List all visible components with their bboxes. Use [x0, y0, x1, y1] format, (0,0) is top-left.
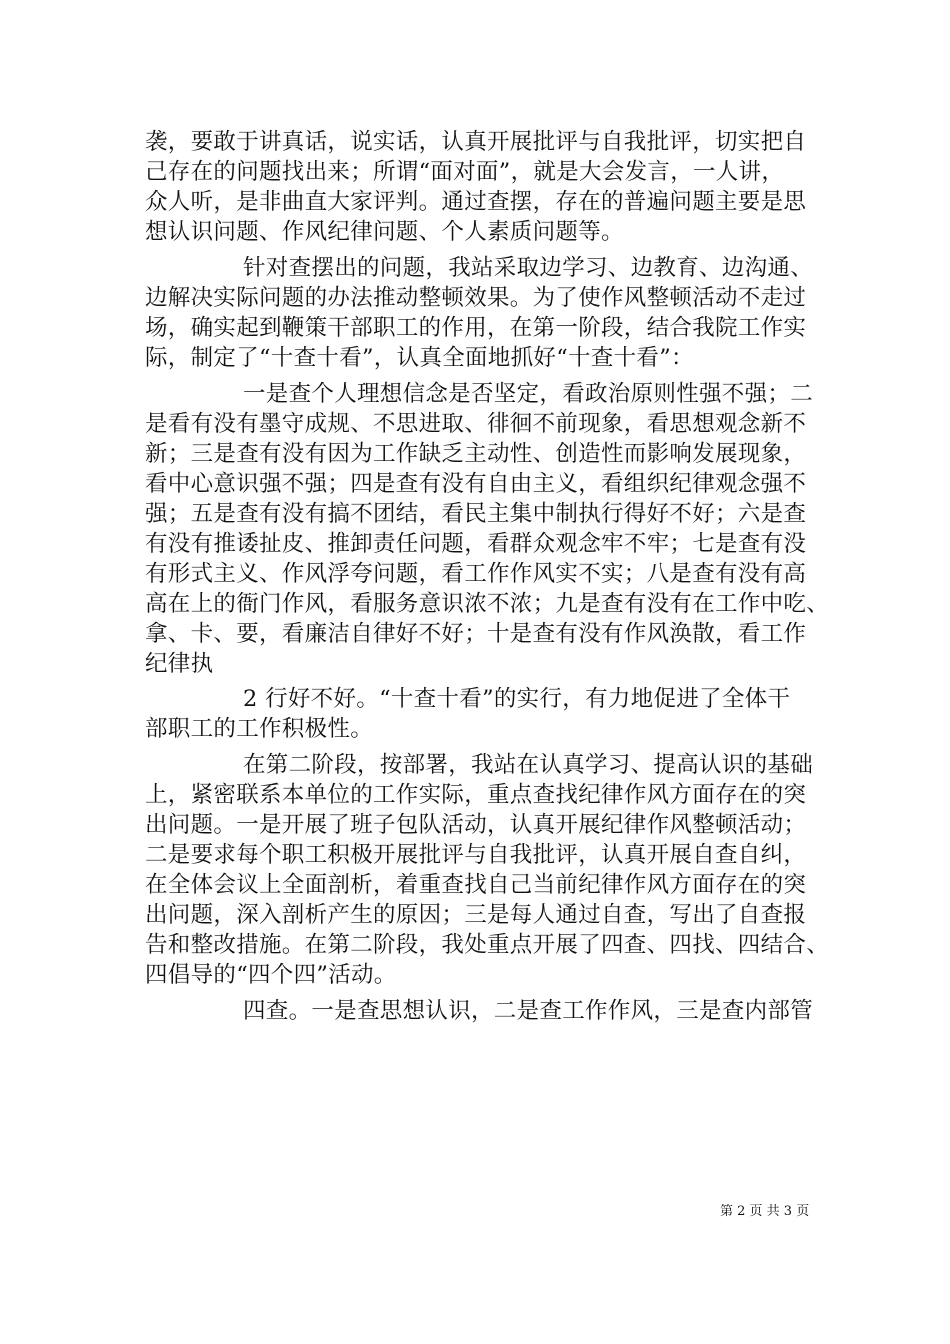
text-line: 众人听，是非曲直大家评判。通过查摆，存在的普遍问题主要是思 [145, 189, 807, 215]
text-line: 看中心意识强不强；四是查有没有自由主义，看组织纪律观念强不 [145, 471, 807, 497]
text-line: 场，确实起到鞭策干部职工的作用，在第一阶段，结合我院工作实 [145, 315, 807, 341]
text-line: 有没有推诿扯皮、推卸责任问题，看群众观念牢不牢；七是查有没 [145, 531, 807, 557]
text-line: 是看有没有墨守成规、不思进取、徘徊不前现象，看思想观念新不 [145, 411, 807, 437]
text-line: 际，制定了“十查十看”，认真全面地抓好“十查十看”： [145, 345, 694, 371]
text-line: 拿、卡、要，看廉洁自律好不好；十是查有没有作风涣散，看工作 [145, 621, 807, 647]
text-line: 一是查个人理想信念是否坚定，看政治原则性强不强；二 [243, 381, 814, 407]
text-line: 纪律执 [145, 651, 214, 677]
text-line: 2 行好不好。“十查十看”的实行，有力地促进了全体干 [243, 686, 791, 712]
text-line: 有形式主义、作风浮夸问题，看工作作风实不实；八是查有没有高 [145, 561, 807, 587]
text-line: 新；三是查有没有因为工作缺乏主动性、创造性而影响发展现象， [145, 441, 807, 467]
text-line: 出问题。一是开展了班子包队活动，认真开展纪律作风整顿活动； [145, 812, 807, 838]
page-number-footer: 第 2 页 共 3 页 [720, 1204, 810, 1219]
text-line: 在全体会议上全面剖析，着重查找自己当前纪律作风方面存在的突 [145, 872, 807, 898]
text-line: 针对查摆出的问题，我站采取边学习、边教育、边沟通、 [243, 255, 814, 281]
text-line: 四倡导的“四个四”活动。 [145, 962, 397, 988]
text-line: 己存在的问题找出来；所谓“面对面”，就是大会发言，一人讲， [145, 159, 785, 185]
text-line: 告和整改措施。在第二阶段，我处重点开展了四查、四找、四结合、 [145, 932, 830, 958]
text-line: 四查。一是查思想认识，二是查工作作风，三是查内部管 [243, 998, 814, 1024]
text-line: 袭，要敢于讲真话，说实话，认真开展批评与自我批评，切实把自 [145, 129, 807, 155]
text-line: 强；五是查有没有搞不团结，看民主集中制执行得好不好；六是查 [145, 501, 807, 527]
text-line: 出问题，深入剖析产生的原因；三是每人通过自查，写出了自查报 [145, 902, 807, 928]
text-line: 部职工的工作积极性。 [145, 716, 374, 742]
text-line: 想认识问题、作风纪律问题、个人素质问题等。 [145, 219, 624, 245]
text-line: 高在上的衙门作风，看服务意识浓不浓；九是查有没有在工作中吃、 [145, 591, 830, 617]
text-line: 在第二阶段，按部署，我站在认真学习、提高认识的基础 [243, 752, 814, 778]
text-line: 上，紧密联系本单位的工作实际，重点查找纪律作风方面存在的突 [145, 782, 807, 808]
text-line: 边解决实际问题的办法推动整顿效果。为了使作风整顿活动不走过 [145, 285, 807, 311]
text-line: 二是要求每个职工积极开展批评与自我批评，认真开展自查自纠， [145, 842, 807, 868]
